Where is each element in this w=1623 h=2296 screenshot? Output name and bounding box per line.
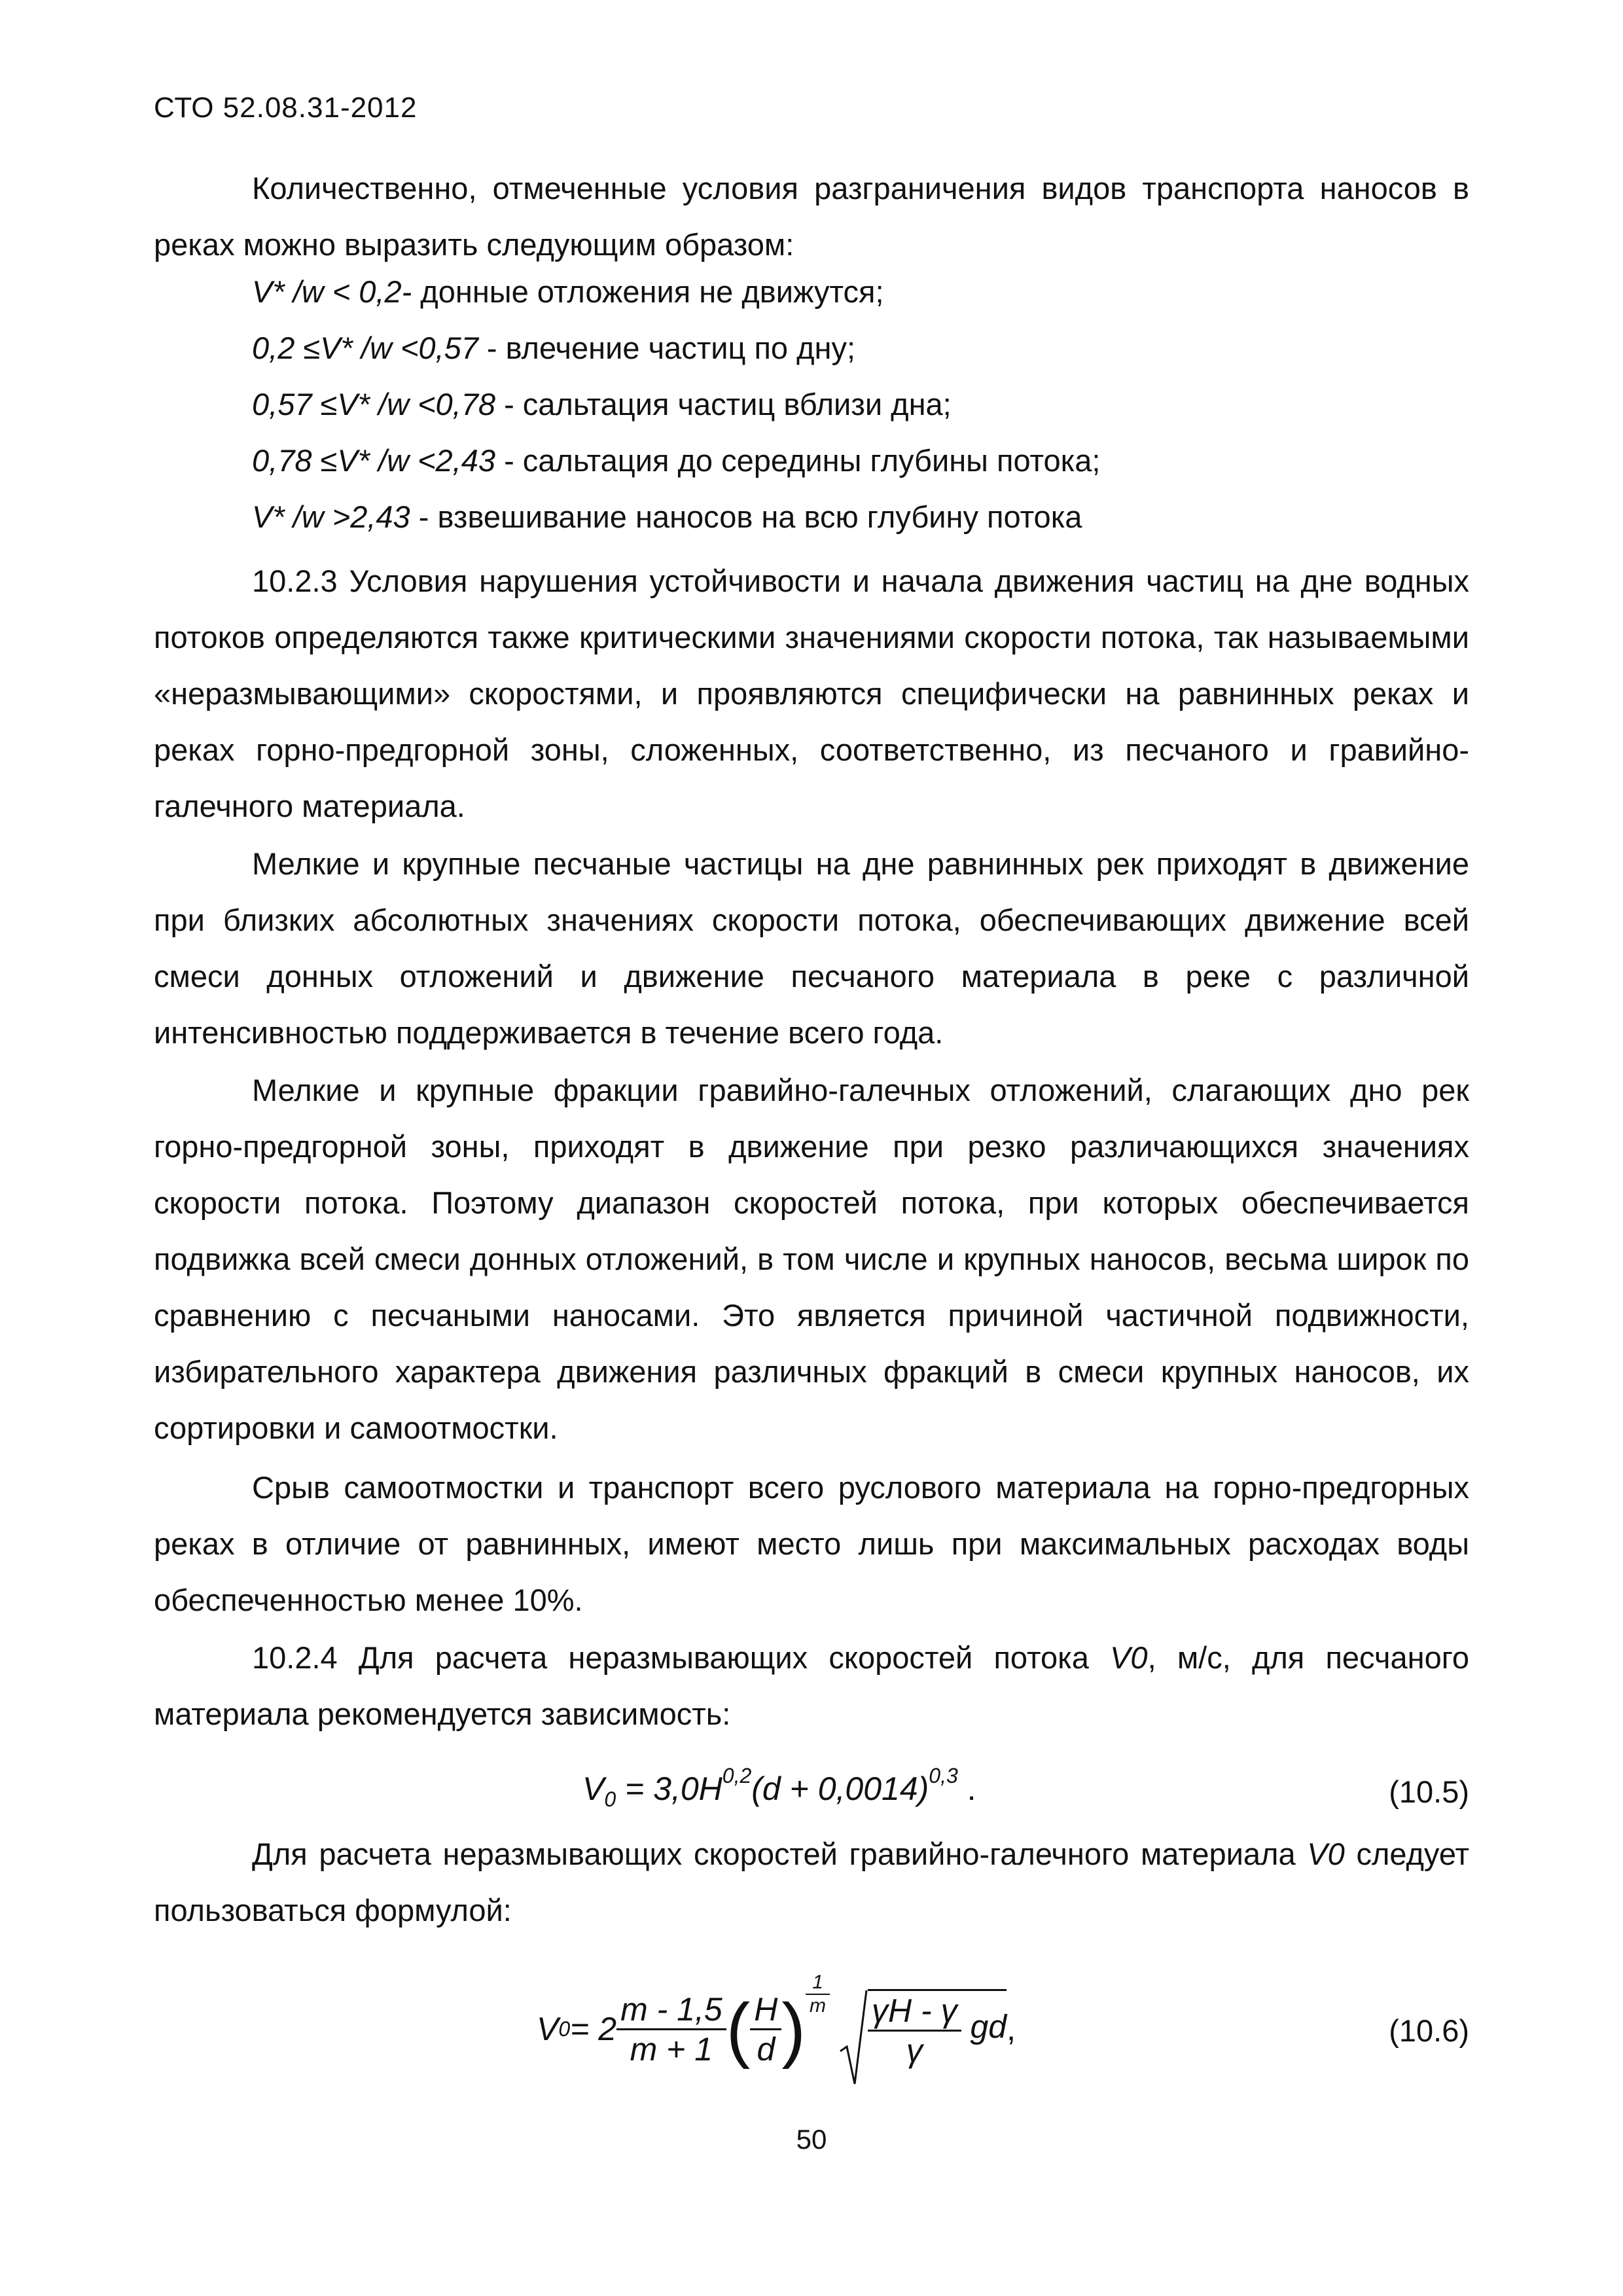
exponent-1-over-m: $\frac{1}{m}$ — [806, 1971, 830, 2017]
condition-2 — [252, 330, 855, 366]
radical-sign-icon — [839, 1989, 868, 2087]
fraction-h-over-d: $\frac{H}{d}$ — [750, 1990, 781, 2068]
variable-v0: V0 — [1110, 1640, 1148, 1675]
condition-math: 0,78 ≤V* /w <2,43 — [252, 443, 496, 478]
paragraph-breakdown: Срыв самоотмостки и транспорт всего руслового материала на горно-предгорных реках в отличие от равнинных, имеют место лишь при максимальных расходах воды обеспеченностью менее 10%. — [154, 1470, 1469, 1617]
fraction-gamma: $\frac{\gamma H - \gamma}{\gamma}$ — [868, 1992, 961, 2070]
condition-math: 0,2 ≤V* /w <0,57 — [252, 331, 478, 365]
condition-text: донные отложения не движутся; — [412, 274, 884, 309]
paragraph-10-2-3: 10.2.3 Условия нарушения устойчивости и начала движения частиц на дне водных потоков определяются также критическими значениями скорости потока, так называемыми «неразмывающими» скоростями, и проявляются специфически на равнинных реках и реках горно-предгорной зоны, сложенных, соответственно, из песчаного и гравийно-галечного материала. — [154, 564, 1469, 823]
equation-10-6: V 0 = 2 $\frac{m - 1,5}{m + 1}$ ( $\frac{H}{d}$ ) $\frac{1}{m}$ $\frac{\gamma H - \gamma}{\gamma}$ gd , — [537, 1964, 1016, 2094]
condition-text: - сальтация частиц вблизи дна; — [495, 387, 952, 422]
page-number: 50 — [796, 2124, 827, 2155]
condition-math: V* /w < 0,2- — [252, 274, 412, 309]
paragraph-gravel: Мелкие и крупные фракции гравийно-галечных отложений, слагающих дно рек горно-предгорной зоны, приходят в движение при резко различающихся значениях скорости потока. Поэтому диапазон скоростей потока, при которых обеспечивается подвижка всей смеси донных отложений, в том числе и крупных наносов, весьма широк по сравнению с песчаными наносами. Это является причиной частичной подвижности, избирательного характера движения различных фракций в смеси крупных наносов, их сортировки и самоотмостки. — [154, 1073, 1469, 1445]
condition-math: 0,57 ≤V* /w <0,78 — [252, 387, 496, 422]
condition-4 — [252, 442, 1100, 478]
equation-number-10-5: (10.5) — [1389, 1774, 1469, 1809]
fraction-m: $\frac{m - 1,5}{m + 1}$ — [616, 1990, 726, 2068]
condition-3 — [252, 386, 952, 422]
intro-paragraph: Количественно, отмеченные условия разграничения видов транспорта наносов в реках можно выразить следующим образом: — [154, 171, 1469, 262]
condition-text: - взвешивание наносов на всю глубину потока — [410, 499, 1082, 534]
document-code: СТО 52.08.31-2012 — [154, 92, 418, 124]
equation-number-10-6: (10.6) — [1389, 2013, 1469, 2048]
square-root: $\frac{\gamma H - \gamma}{\gamma}$ gd — [839, 1989, 1007, 2070]
variable-v0: V0 — [1307, 1837, 1345, 1871]
condition-5 — [252, 499, 1082, 535]
condition-text: - сальтация до середины глубины потока; — [495, 443, 1101, 478]
condition-math: V* /w >2,43 — [252, 499, 410, 534]
condition-text: - влечение частиц по дну; — [478, 331, 856, 365]
equation-10-5: $V_0 = 3,0H^{0,2}(d + 0,0014)^{0,3}$ . — [582, 1764, 976, 1811]
paragraph-sand: Мелкие и крупные песчаные частицы на дне равнинных рек приходят в движение при близких абсолютных значениях скорости потока, обеспечивающих движение всей смеси донных отложений и движение песчаного материала в реке с различной интенсивностью поддерживается в течение всего года. — [154, 846, 1469, 1050]
paragraph-10-2-4: 10.2.4 Для расчета неразмывающих скоростей потока V0, м/с, для песчаного материала рекомендуется зависимость: — [154, 1640, 1469, 1731]
paragraph-gravel-formula: Для расчета неразмывающих скоростей гравийно-галечного материала V0 следует пользоваться формулой: — [154, 1837, 1469, 1928]
condition-1 — [252, 274, 884, 310]
